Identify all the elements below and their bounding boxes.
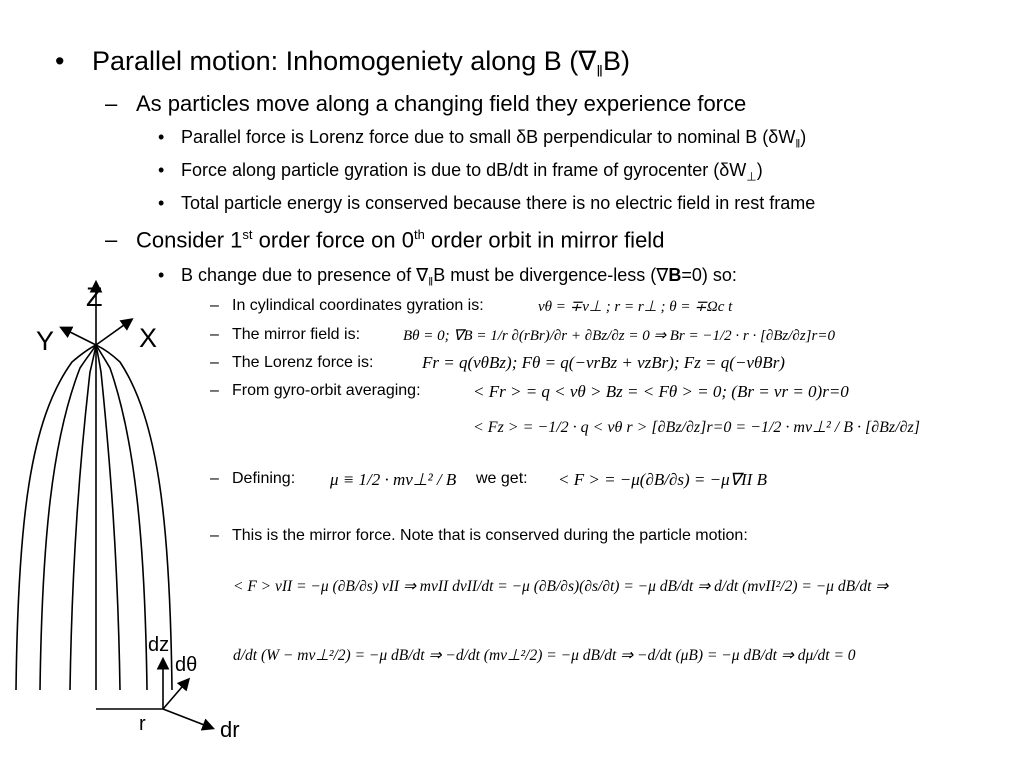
d5b-text: we get: — [476, 470, 528, 487]
r-label — [139, 713, 146, 736]
eq-cons2-text: d/dt (W − mv⊥²/2) = −μ dB/dt ⇒ −d/dt (mv⊥²/2) = −μ dB/dt ⇒ −d/dt (μB) = −μ dB/dt ⇒ dμ/dt = 0 — [233, 647, 856, 664]
axis-y-label — [36, 326, 54, 357]
eq-mirror-text: Bθ = 0; ∇B = 1/r ∂(rBr)/∂r + ∂Bz/∂z = 0 ⇒ Br = −1/2 · r · [∂Bz/∂z]r=0 — [403, 328, 835, 344]
r-text: r — [139, 713, 146, 735]
dr-text: dr — [220, 717, 240, 742]
l2b-sup1: st — [242, 227, 253, 242]
b2-text: Force along particle gyration is due to dB/dt in frame of gyrocenter (δW — [181, 160, 747, 180]
dash-mark: – — [105, 227, 118, 252]
eq-mu-text: μ ≡ 1/2 · mv⊥² / B — [330, 470, 457, 489]
b4-bold: B — [668, 265, 682, 285]
b4-mid: B must be divergence-less (∇ — [433, 265, 669, 285]
dr-label — [220, 717, 240, 743]
l2b-mid: order force on 0 — [252, 227, 414, 253]
b1-text: Parallel force is Lorenz force due to small δB perpendicular to nominal B (δW — [181, 127, 796, 147]
field-line-5 — [96, 345, 120, 690]
bullet-parallel-force: • — [158, 127, 165, 147]
dash-averaging: – — [210, 382, 219, 399]
axis-x-label — [139, 323, 157, 354]
bullet-gyration-force: • — [158, 160, 165, 180]
eq-avg1-text: < Fr > = q < vθ > Bz = < Fθ > = 0; (Br = vr = 0)r=0 — [473, 382, 849, 401]
l2b-post: order orbit in mirror field — [424, 227, 665, 253]
field-line-1 — [16, 345, 96, 690]
b1-tail: ) — [800, 127, 807, 147]
bullet-divergence: • — [158, 265, 165, 285]
b1-sub: ‖ — [795, 136, 801, 151]
dz-label — [148, 634, 169, 657]
eq-lorenz-text: Fr = q(vθBz); Fθ = q(−vrBz + vzBr); Fz = q(−vθBr) — [422, 353, 785, 372]
axis-y-text: Y — [36, 326, 55, 356]
eq-gyration-text: vθ = ∓v⊥ ; r = r⊥ ; θ = ∓Ωc t — [538, 299, 733, 315]
axis-y-arrow — [62, 328, 96, 345]
dash-lorenz: – — [210, 354, 219, 371]
dash-mirror: – — [210, 326, 219, 343]
d6-text: This is the mirror force. Note that is conserved during the particle motion: — [232, 527, 748, 544]
axis-z-label — [86, 282, 103, 313]
axis-z-text: Z — [86, 282, 103, 312]
d1-text: In cylindical coordinates gyration is: — [232, 297, 484, 314]
dash-mark: – — [105, 91, 118, 116]
bullet-dot: • — [55, 46, 65, 76]
eq-cons1-text: < F > vII = −μ (∂B/∂s) vII ⇒ mvII dvII/dt = −μ (∂B/∂s)(∂s/∂t) = −μ dB/dt ⇒ d/dt (mvII²/2) = −μ dB/dt ⇒ — [233, 578, 889, 595]
b2-sub: ⊥ — [746, 169, 757, 184]
dash-defining: – — [210, 470, 219, 487]
b2-tail: ) — [756, 160, 763, 180]
dash-gyration: – — [210, 297, 219, 314]
heading-sub: ‖ — [596, 63, 603, 81]
d4-text: From gyro-orbit averaging: — [232, 382, 421, 399]
axis-x-text: X — [139, 323, 158, 353]
b3-text: Total particle energy is conserved because there is no electric field in rest frame — [181, 193, 816, 213]
d2-text: The mirror field is: — [232, 326, 361, 343]
eq-force-text: < F > = −μ(∂B/∂s) = −μ∇II B — [558, 470, 767, 489]
dz-text: dz — [148, 634, 170, 656]
dtheta-text: dθ — [175, 654, 198, 676]
bullet-energy: • — [158, 193, 165, 213]
heading-text: Parallel motion: Inhomogeniety along B (∇ — [92, 46, 597, 76]
b4-post: =0) so: — [681, 265, 737, 285]
axis-x-arrow — [96, 320, 131, 345]
l2b-pre: Consider 1 — [136, 227, 243, 253]
l2b-sup2: th — [413, 227, 425, 242]
d5-text: Defining: — [232, 470, 296, 487]
dtheta-label — [175, 654, 197, 677]
subheading-text: As particles move along a changing field they experience force — [136, 91, 747, 116]
heading-tail: B) — [602, 46, 630, 76]
field-line-3 — [70, 345, 96, 690]
b4-sub: ‖ — [428, 274, 434, 289]
eq-avg2-text: < Fz > = −1/2 · q < vθ r > [∂Bz/∂z]r=0 = −1/2 · mv⊥² / B · [∂Bz/∂z] — [473, 419, 920, 436]
d3-text: The Lorenz force is: — [232, 354, 374, 371]
b4-pre: B change due to presence of ∇ — [181, 265, 429, 285]
dtheta-arrow — [163, 680, 188, 709]
dash-mirror-force: – — [210, 527, 219, 544]
dr-arrow — [163, 709, 212, 728]
